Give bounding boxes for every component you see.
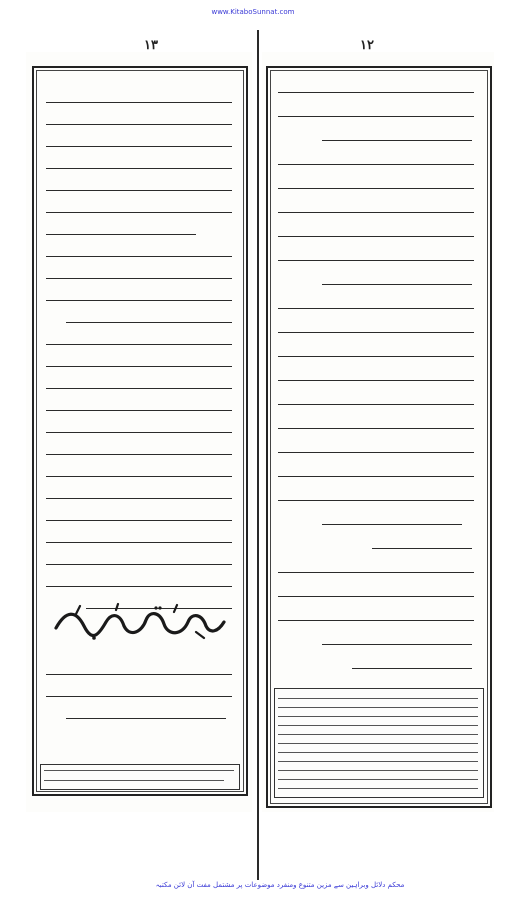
text-line — [278, 490, 474, 501]
text-line — [46, 334, 232, 345]
text-line — [46, 466, 232, 477]
text-line — [278, 370, 474, 381]
footnote-line — [278, 728, 478, 735]
footnote-line — [278, 755, 478, 762]
text-line — [46, 378, 232, 389]
text-line — [46, 246, 232, 257]
text-line — [46, 356, 232, 367]
text-line — [46, 422, 232, 433]
text-line — [278, 106, 474, 117]
left-page-number: ۱۳ — [144, 38, 158, 53]
text-line — [278, 322, 474, 333]
text-line — [46, 554, 232, 565]
text-line — [46, 224, 196, 235]
source-url[interactable]: www.KitaboSunnat.com — [211, 8, 295, 16]
text-line — [46, 488, 232, 499]
right-page — [262, 38, 494, 812]
text-line — [46, 92, 232, 103]
text-line — [278, 226, 474, 237]
text-line — [66, 312, 232, 323]
footnote-line — [278, 737, 478, 744]
footer-caption: محکم دلائل وبراہین سے مزین متنوع ومنفرد موضوعات پر مشتمل مفت آن لائن مکتبہ — [155, 881, 405, 889]
footnote-line — [278, 710, 478, 717]
text-line — [372, 538, 472, 549]
footnote-line — [278, 764, 478, 771]
footnote-line — [278, 692, 478, 699]
text-line — [46, 686, 232, 697]
text-line — [278, 562, 474, 573]
text-line — [278, 586, 474, 597]
text-line — [278, 418, 474, 429]
footnote-line — [278, 701, 478, 708]
text-line — [278, 250, 474, 261]
text-line — [46, 400, 232, 411]
text-line — [278, 202, 474, 213]
text-line — [322, 274, 472, 285]
text-line — [278, 82, 474, 93]
text-line — [278, 346, 474, 357]
text-line — [46, 510, 232, 521]
text-line — [322, 130, 472, 141]
text-line — [278, 154, 474, 165]
footnote-line — [278, 719, 478, 726]
calligraphy-heading — [46, 602, 236, 642]
text-line — [278, 178, 474, 189]
text-line — [278, 442, 474, 453]
text-line — [278, 466, 474, 477]
text-line — [46, 268, 232, 279]
right-page-number: ۱۲ — [360, 38, 374, 53]
book-spine — [257, 30, 259, 880]
text-line — [46, 136, 232, 147]
text-line — [46, 202, 232, 213]
text-line — [278, 298, 474, 309]
footnote-line — [278, 746, 478, 753]
footnote-line — [278, 782, 478, 789]
text-line — [46, 114, 232, 125]
footnote-line — [278, 773, 478, 780]
left-page — [26, 38, 252, 812]
text-line — [322, 514, 462, 525]
text-line — [46, 444, 232, 455]
footnote-line — [44, 774, 224, 781]
text-line — [66, 708, 226, 719]
text-line — [46, 576, 232, 587]
text-line — [46, 158, 232, 169]
text-line — [278, 610, 474, 621]
text-line — [46, 290, 232, 301]
text-line — [46, 532, 232, 543]
footnote-line — [44, 764, 234, 771]
text-line — [46, 664, 232, 675]
text-line — [322, 634, 472, 645]
text-line — [46, 180, 232, 191]
text-line — [352, 658, 472, 669]
text-line — [278, 394, 474, 405]
